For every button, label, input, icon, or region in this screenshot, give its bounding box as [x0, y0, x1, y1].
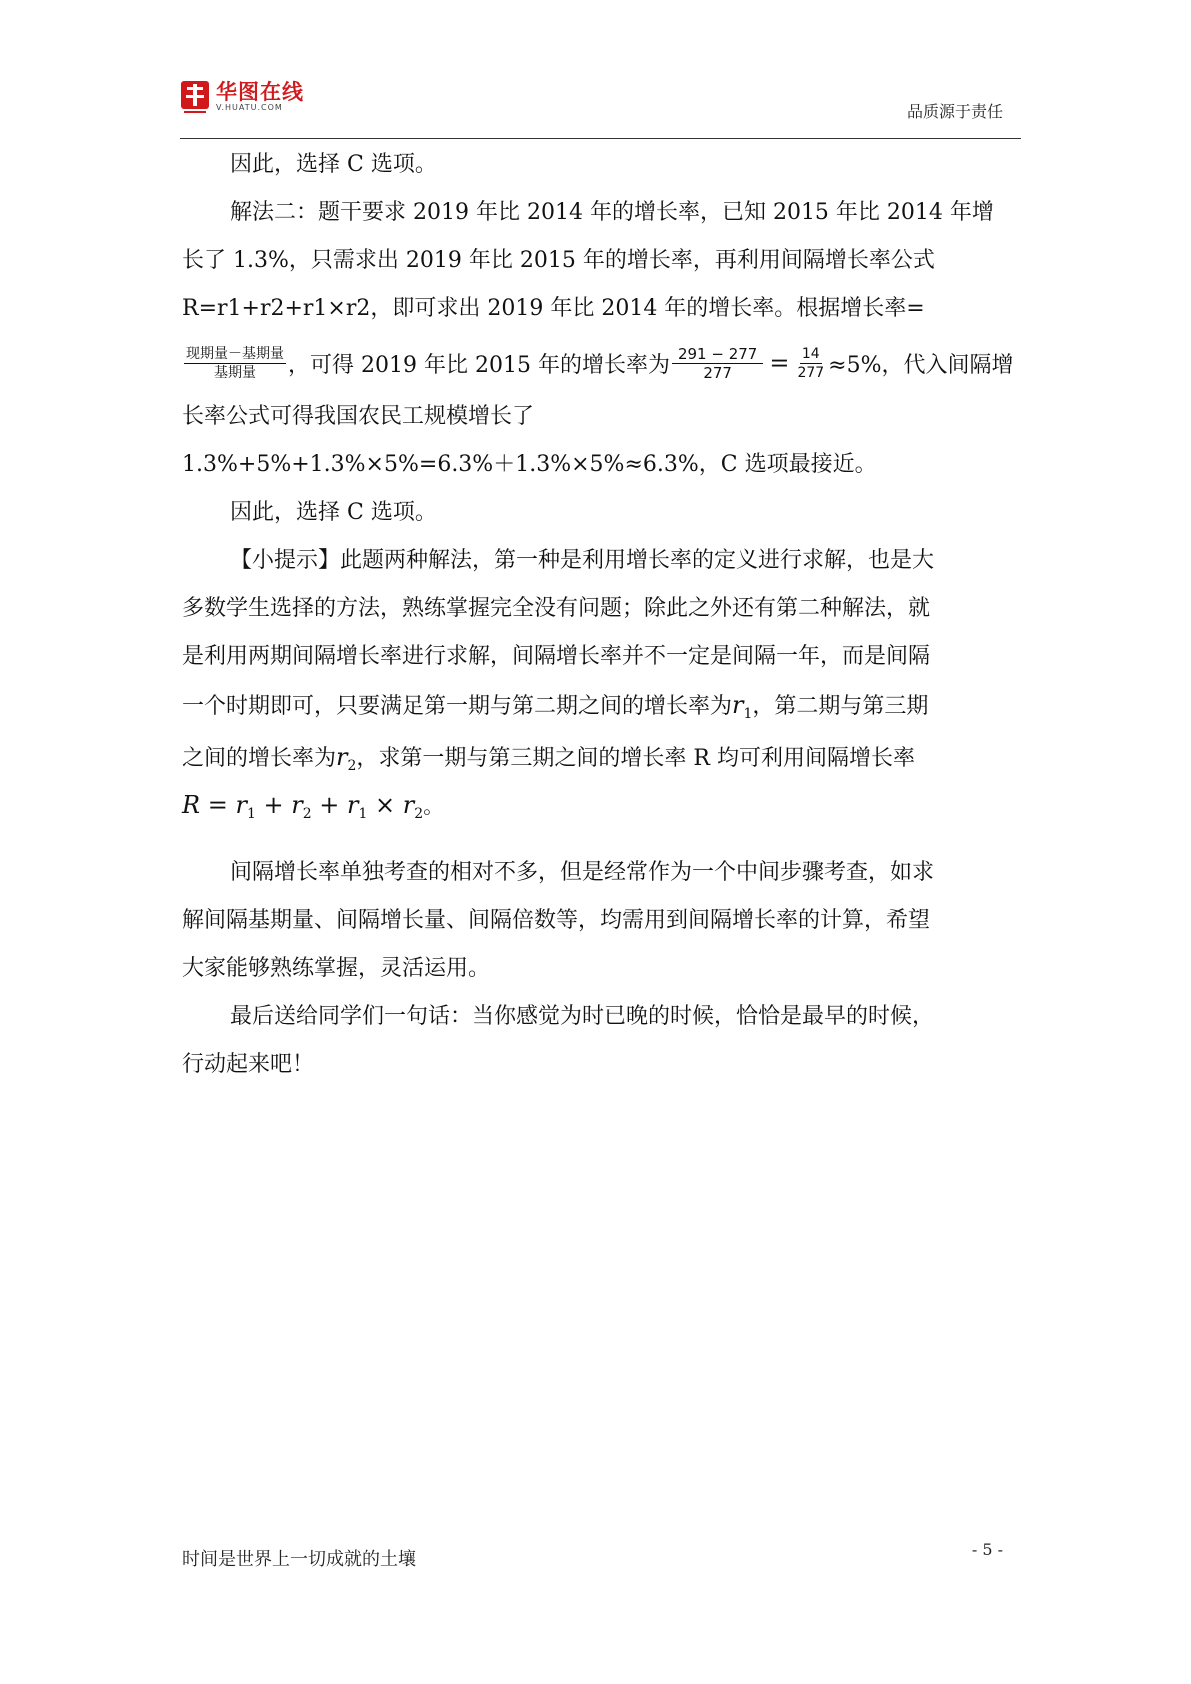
formula-r2b: r [402, 791, 415, 819]
logo-url: V.HUATU.COM [216, 103, 283, 112]
tip-line2: 多数学生选择的方法，熟练掌握完全没有问题；除此之外还有第二种解法，就 [182, 596, 931, 621]
header-slogan: 品质源于责任 [906, 102, 1003, 121]
formula-r1-sub: 1 [246, 806, 256, 822]
equals-sign: = [769, 349, 790, 377]
tip-line5-rest: ，求第一期与第三期之间的增长率 R 均可利用间隔增长率 [356, 746, 915, 771]
page-content [182, 141, 1014, 1089]
paragraph-conclusion-1: 因此，选择 C 选项。 [230, 152, 437, 177]
formula-equals: = [200, 791, 236, 819]
formula-r2-sub: 2 [302, 806, 312, 822]
r2-letter: r [336, 743, 348, 771]
paragraph-summary-line3: 大家能够熟练掌握，灵活运用。 [182, 956, 491, 981]
formula-r1: r [235, 791, 247, 819]
formula-r2: r [291, 791, 303, 819]
formula-plus-2: + [311, 791, 348, 819]
tip-line5-text: 之间的增长率为 [182, 746, 337, 771]
tip-line1: 【小提示】此题两种解法，第一种是利用增长率的定义进行求解，也是大 [230, 548, 935, 573]
paragraph-method2-line1: 解法二：题干要求 2019 年比 2014 年的增长率，已知 2015 年比 2014 年增 [230, 200, 994, 225]
logo-name: 华图在线 [216, 80, 304, 104]
r1-letter: r [732, 691, 744, 719]
method2-line4-text: ，可得 2019 年比 2015 年的增长率为 [288, 352, 670, 378]
paragraph-summary-line1: 间隔增长率单独考查的相对不多，但是经常作为一个中间步骤考查，如求 [230, 860, 935, 885]
paragraph-method2-line2: 长了 1.3%，只需求出 2019 年比 2015 年的增长率，再利用间隔增长率公式 [182, 248, 935, 273]
calc-denominator: 277 [703, 363, 732, 382]
paragraph-closing-line1: 最后送给同学们一句话：当你感觉为时已晚的时候，恰恰是最早的时候， [230, 1004, 935, 1029]
paragraph-summary-line2: 解间隔基期量、间隔增长量、间隔倍数等，均需用到间隔增长率的计算，希望 [182, 908, 931, 933]
paragraph-method2-line6: 1.3%+5%+1.3%×5%=6.3%＋1.3%×5%≈6.3%，C 选项最接近。 [182, 452, 877, 477]
r2-subscript: 2 [347, 758, 357, 774]
interval-growth-formula [182, 785, 1008, 825]
formula-plus-1: + [255, 791, 292, 819]
header-divider [180, 138, 1021, 139]
formula-r1b: r [347, 791, 359, 819]
calc-numerator: 291 − 277 [672, 345, 763, 364]
fraction-line [182, 333, 1014, 393]
method2-line4-end: ≈5%，代入间隔增 [828, 352, 1014, 378]
paragraph-conclusion-2: 因此，选择 C 选项。 [230, 500, 437, 525]
formula-r1b-sub: 1 [358, 806, 368, 822]
fraction-denominator: 基期量 [214, 364, 256, 381]
formula-R: R [182, 791, 201, 819]
r1-symbol [732, 691, 753, 722]
header-logo [180, 80, 304, 114]
result-fraction [795, 345, 826, 382]
paragraph-method2-line3: R=r1+r2+r1×r2，即可求出 2019 年比 2014 年的增长率。根据增长率= [182, 296, 925, 321]
r2-symbol [336, 743, 357, 774]
tip-line4-rest: ，第二期与第三期 [752, 694, 929, 719]
huatu-logo-icon [180, 80, 210, 114]
footer-motto: 时间是世界上一切成就的土壤 [182, 1549, 416, 1570]
paragraph-method2-line5: 长率公式可得我国农民工规模增长了 [182, 404, 535, 429]
formula-r2b-sub: 2 [414, 806, 424, 822]
formula-times: × [367, 791, 403, 819]
fraction-numerator: 现期量－基期量 [186, 345, 284, 362]
tip-line4-text: 一个时期即可，只要满足第一期与第二期之间的增长率为 [182, 694, 733, 719]
formula-period: 。 [423, 794, 444, 818]
paragraph-closing-line2: 行动起来吧！ [182, 1052, 315, 1077]
page-number: - 5 - [971, 1540, 1003, 1559]
growth-rate-formula-fraction [184, 345, 286, 382]
r1-subscript: 1 [743, 706, 753, 722]
calc-fraction [672, 345, 763, 382]
tip-line5 [182, 733, 1008, 785]
tip-line3: 是利用两期间隔增长率进行求解，间隔增长率并不一定是间隔一年，而是间隔 [182, 644, 931, 669]
tip-line4 [182, 681, 1008, 733]
result-denominator: 277 [797, 364, 825, 381]
result-numerator: 14 [801, 345, 820, 362]
